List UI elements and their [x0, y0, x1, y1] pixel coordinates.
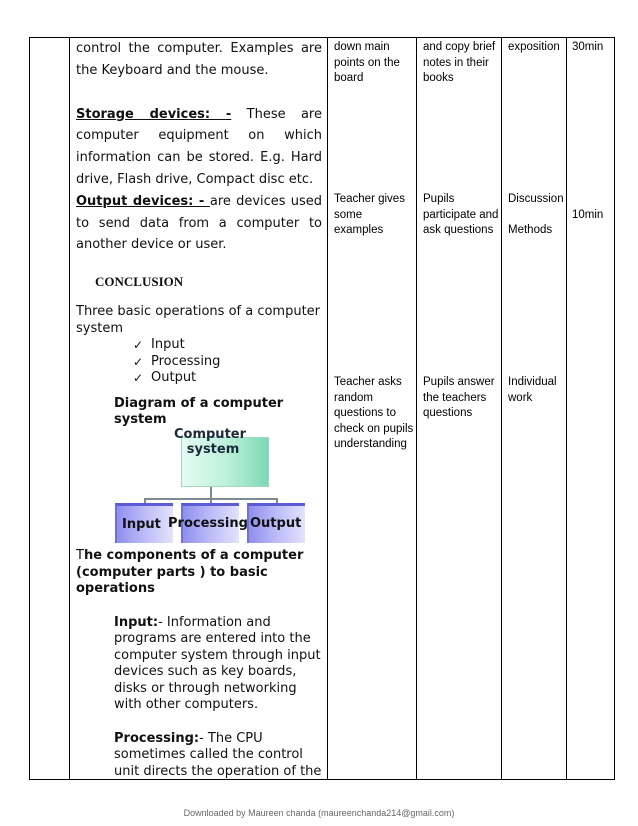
list-item: ✓ Processing	[133, 353, 221, 369]
column-divider	[501, 37, 502, 780]
storage-devices-paragraph	[76, 104, 322, 191]
input-devices-paragraph: control the computer. Examples are the Keyboard and the mouse.	[76, 41, 322, 78]
col4-row2a: Discussion	[508, 193, 564, 205]
output-heading: Output devices: -	[76, 193, 210, 209]
storage-heading: Storage devices: -	[76, 106, 232, 122]
diagram-root-label: Computer system	[173, 427, 247, 457]
col4-row3: Individual work	[508, 376, 557, 404]
diagram-caption: Diagram of a computer system	[114, 395, 284, 428]
input-label: Input:	[114, 614, 159, 630]
col3-row1: and copy brief notes in their books	[423, 41, 496, 84]
download-footer: Downloaded by Maureen chanda (maureenchanda214@gmail.com)	[183, 808, 455, 818]
col3-row3: Pupils answer the teachers questions	[423, 376, 495, 419]
diagram-output-label: Output	[250, 516, 302, 531]
column-divider	[69, 37, 70, 780]
col5-row2: 10min	[572, 209, 604, 221]
col2-row3: Teacher asks random questions to check on pupils understanding	[334, 376, 414, 450]
storage-text: These are computer equipment on which information can be stored. E.g. Hard drive, Flash drive, Compact disc etc.	[76, 106, 322, 187]
col4-row2b: Methods	[508, 224, 553, 236]
diagram-processing-label: Processing	[168, 516, 248, 531]
col2-row2: Teacher gives some examples	[334, 193, 405, 236]
column-divider	[327, 37, 328, 780]
column-divider	[416, 37, 417, 780]
checkmark-icon: ✓	[133, 354, 144, 369]
components-heading: The components of a computer (computer parts ) to basic operations	[76, 548, 304, 596]
conclusion-heading: CONCLUSION	[95, 274, 184, 290]
checkmark-icon: ✓	[133, 371, 144, 386]
col4-row1: exposition	[508, 41, 560, 53]
output-devices-paragraph	[76, 191, 322, 256]
col2-row1: down main points on the board	[334, 41, 400, 84]
operations-intro: Three basic operations of a computer system	[76, 304, 321, 336]
processing-label: Processing:	[114, 730, 200, 746]
list-item: ✓ Input	[133, 337, 185, 353]
checkmark-icon: ✓	[133, 338, 144, 353]
processing-text: - The CPU sometimes called the control unit directs the operation of the	[114, 730, 322, 779]
column-divider	[566, 37, 567, 780]
col5-row1: 30min	[572, 41, 604, 53]
content-column	[76, 38, 322, 429]
components-section	[76, 548, 322, 780]
diagram-input-label: Input	[122, 517, 161, 532]
output-text: are devices used to send data from a computer to another device or user.	[76, 193, 323, 253]
input-paragraph	[114, 615, 324, 714]
processing-paragraph	[114, 731, 324, 781]
input-text: - Information and programs are entered into the computer system through input devices such as key boards, disks or through networking with other computers.	[114, 614, 321, 712]
col3-row2: Pupils participate and ask questions	[423, 193, 499, 236]
list-item: ✓ Output	[133, 370, 197, 386]
operations-list	[133, 337, 322, 387]
